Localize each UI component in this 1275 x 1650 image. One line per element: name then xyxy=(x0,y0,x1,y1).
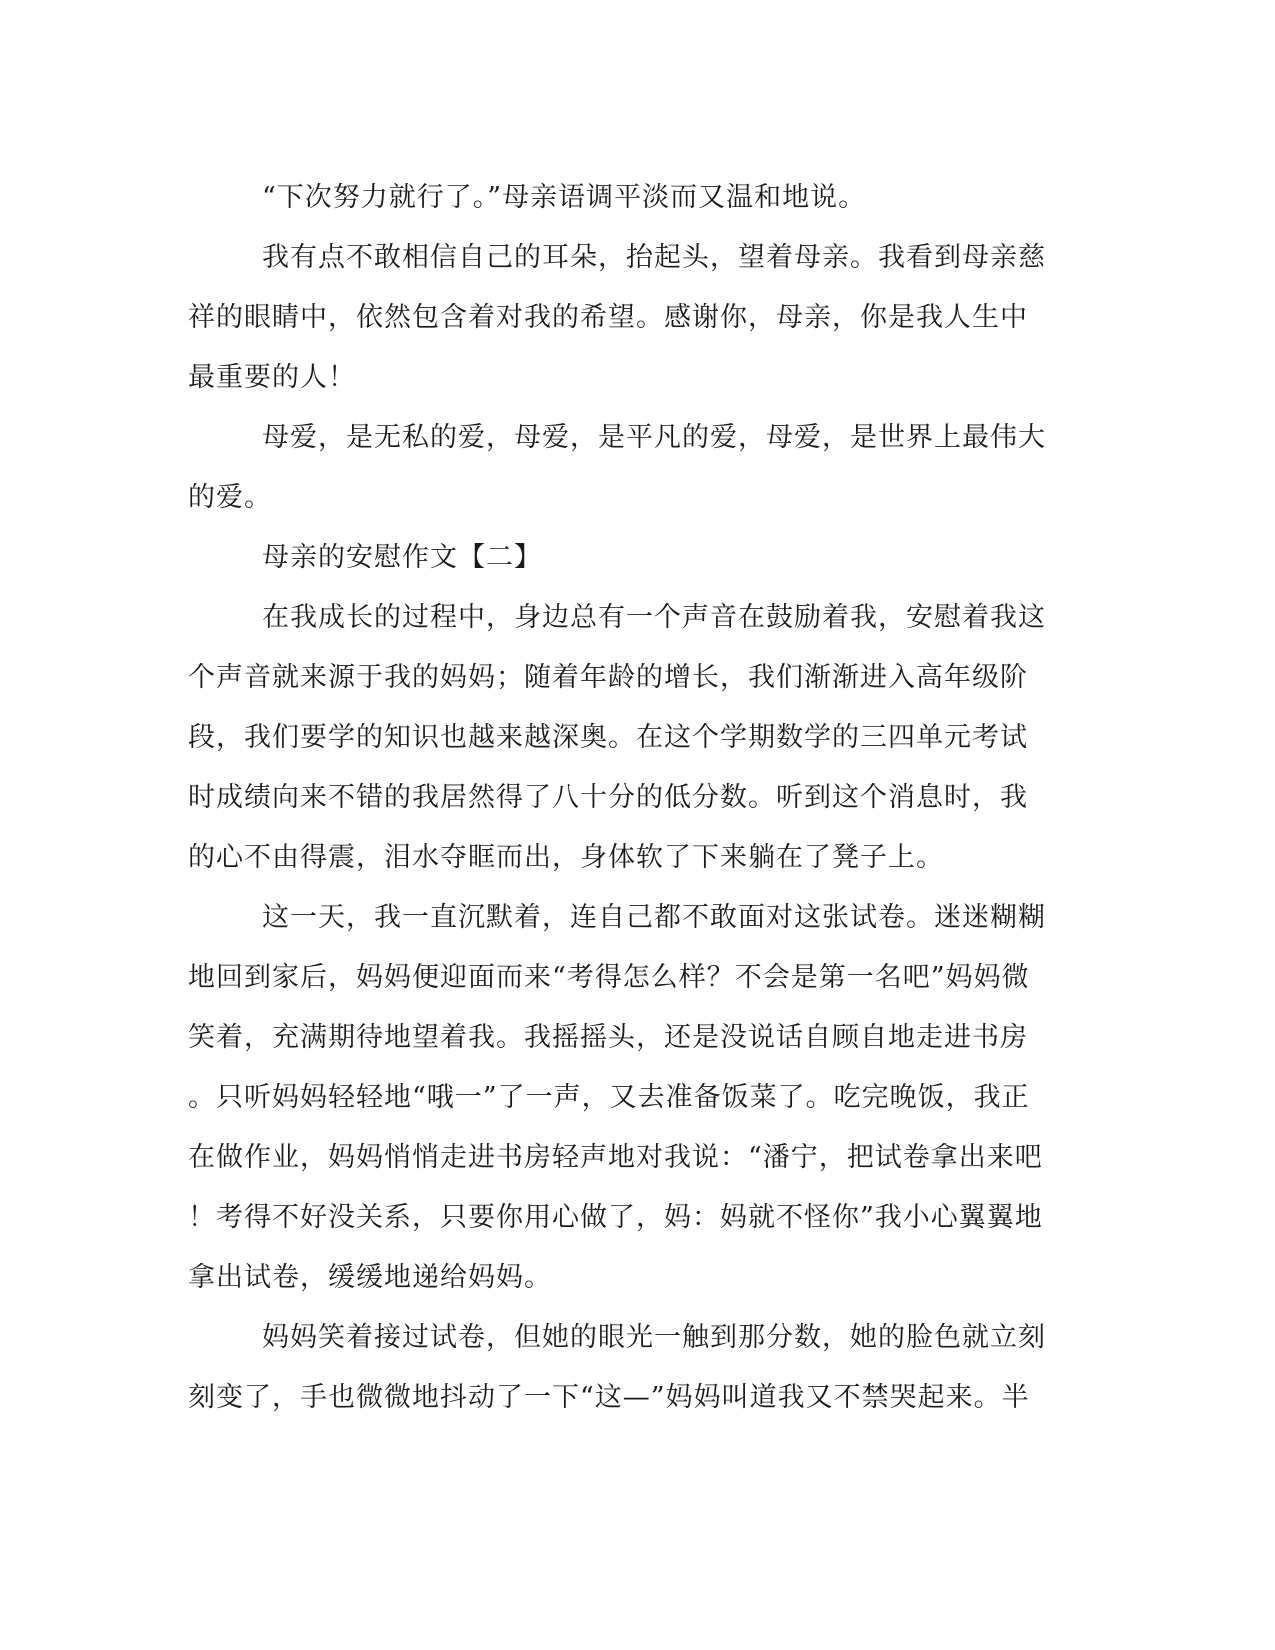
text-line: 在做作业，妈妈悄悄走进书房轻声地对我说：“潘宁，把试卷拿出来吧 xyxy=(188,1142,1043,1173)
text-line: 最重要的人！ xyxy=(188,362,356,393)
paragraph-mother-took-paper xyxy=(188,1308,1068,1428)
text-line: 的爱。 xyxy=(188,482,272,513)
text-line: 。只听妈妈轻轻地“哦一”了一声，又去准备饭菜了。吃完晚饭，我正 xyxy=(188,1082,1030,1113)
text-line: 这一天，我一直沉默着，连自己都不敢面对这张试卷。迷迷糊糊 xyxy=(262,902,1046,933)
text-line: 笑着，充满期待地望着我。我摇摇头，还是没说话自顾自地走进书房 xyxy=(188,1022,1028,1053)
paragraph-that-day xyxy=(188,888,1068,1308)
text-line: 时成绩向来不错的我居然得了八十分的低分数。听到这个消息时，我 xyxy=(188,782,1028,813)
paragraph-looked-at-mother xyxy=(188,228,1068,408)
text-line: 拿出试卷，缓缓地递给妈妈。 xyxy=(188,1262,552,1293)
text-line: 个声音就来源于我的妈妈；随着年龄的增长，我们渐渐进入高年级阶 xyxy=(188,662,1028,693)
text-line: 的心不由得震，泪水夺眶而出，身体软了下来躺在了凳子上。 xyxy=(188,842,944,873)
text-line: 段，我们要学的知识也越来越深奥。在这个学期数学的三四单元考试 xyxy=(188,722,1028,753)
paragraph-mother-reply xyxy=(188,168,1068,228)
paragraph-growing-up xyxy=(188,588,1068,888)
text-line: 在我成长的过程中，身边总有一个声音在鼓励着我，安慰着我这 xyxy=(262,602,1046,633)
text-line: 地回到家后，妈妈便迎面而来“考得怎么样？不会是第一名吧”妈妈微 xyxy=(188,962,1030,993)
paragraph-mother-love xyxy=(188,408,1068,528)
heading-text: 母亲的安慰作文【二】 xyxy=(262,542,542,573)
text-line: “下次努力就行了。”母亲语调平淡而又温和地说。 xyxy=(262,182,867,213)
section-heading xyxy=(188,528,1068,588)
text-line: 母爱，是无私的爱，母爱，是平凡的爱，母爱，是世界上最伟大 xyxy=(262,422,1046,453)
text-line: 我有点不敢相信自己的耳朵，抬起头，望着母亲。我看到母亲慈 xyxy=(262,242,1046,273)
text-line: 祥的眼睛中，依然包含着对我的希望。感谢你，母亲，你是我人生中 xyxy=(188,302,1028,333)
text-line: 妈妈笑着接过试卷，但她的眼光一触到那分数，她的脸色就立刻 xyxy=(262,1322,1046,1353)
document-body xyxy=(188,168,1068,1428)
text-line: ！考得不好没关系，只要你用心做了，妈：妈就不怪你”我小心翼翼地 xyxy=(188,1202,1043,1233)
text-line: 刻变了，手也微微地抖动了一下“这—”妈妈叫道我又不禁哭起来。半 xyxy=(188,1382,1030,1413)
